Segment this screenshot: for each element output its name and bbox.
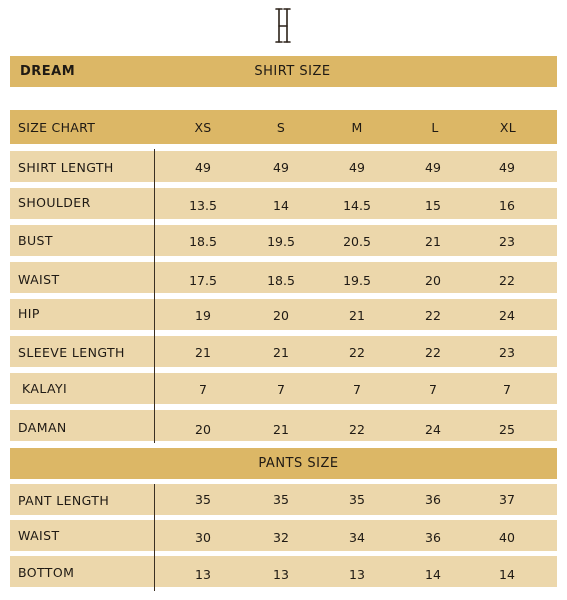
table-row [10,299,557,330]
table-cell: 7 [277,382,285,397]
table-cell: 35 [273,492,289,507]
table-cell: 14 [273,198,289,213]
table-cell: 25 [499,422,515,437]
table-cell: 22 [425,345,441,360]
table-cell: 49 [273,160,289,175]
size-header-xl: XL [499,119,517,135]
table-cell: 23 [499,234,515,249]
table-row [10,373,557,404]
table-cell: 49 [195,160,211,175]
table-cell: 22 [425,308,441,323]
table-cell: 49 [499,160,515,175]
table-cell: 21 [195,345,211,360]
table-cell: 13 [349,567,365,582]
pants-column-divider [154,484,155,591]
table-cell: 7 [199,382,207,397]
row-label: BUST [18,233,53,248]
row-label: SHIRT LENGTH [18,160,114,175]
size-header-xs: XS [194,119,212,135]
table-cell: 24 [499,308,515,323]
table-cell: 35 [349,492,365,507]
table-cell: 14.5 [343,198,371,213]
row-label: PANT LENGTH [18,493,110,508]
size-chart-label: SIZE CHART [18,119,96,135]
brand-name: DREAM [20,64,76,79]
monogram-h-logo [271,6,295,46]
table-cell: 35 [195,492,211,507]
size-header-m: M [351,119,363,135]
shirt-size-title-bar [10,56,557,87]
row-label: BOTTOM [18,565,75,580]
table-cell: 23 [499,345,515,360]
table-cell: 20 [273,308,289,323]
size-header-s: S [276,119,286,135]
table-row [10,262,557,293]
row-label: WAIST [18,528,60,543]
table-cell: 20 [425,273,441,288]
table-cell: 14 [425,567,441,582]
table-cell: 15 [425,198,441,213]
table-row [10,336,557,367]
row-label: KALAYI [22,381,68,396]
table-row [10,188,557,219]
table-cell: 13.5 [189,198,217,213]
table-cell: 49 [349,160,365,175]
size-chart-header [10,110,557,144]
table-cell: 13 [195,567,211,582]
pants-size-title-bar [10,448,557,479]
table-cell: 36 [425,530,441,545]
table-cell: 24 [425,422,441,437]
table-cell: 18.5 [189,234,217,249]
table-row [10,484,557,515]
pants-size-title: PANTS SIZE [258,456,339,471]
table-cell: 22 [499,273,515,288]
size-header-l: L [431,119,439,135]
table-cell: 17.5 [189,273,217,288]
table-cell: 22 [349,422,365,437]
shirt-column-divider [154,149,155,443]
table-cell: 16 [499,198,515,213]
row-label: SLEEVE LENGTH [18,345,125,360]
table-row [10,520,557,551]
table-cell: 14 [499,567,515,582]
table-cell: 19.5 [267,234,295,249]
table-cell: 21 [349,308,365,323]
table-cell: 30 [195,530,211,545]
row-label: WAIST [18,272,60,287]
table-cell: 20 [195,422,211,437]
table-cell: 7 [429,382,437,397]
table-cell: 21 [425,234,441,249]
table-cell: 7 [503,382,511,397]
table-cell: 40 [499,530,515,545]
table-cell: 13 [273,567,289,582]
table-cell: 7 [353,382,361,397]
row-label: HIP [18,306,40,321]
table-cell: 21 [273,345,289,360]
row-label: SHOULDER [18,195,91,210]
table-cell: 36 [425,492,441,507]
table-cell: 19.5 [343,273,371,288]
table-cell: 18.5 [267,273,295,288]
row-label: DAMAN [18,420,67,435]
table-cell: 20.5 [343,234,371,249]
table-cell: 37 [499,492,515,507]
table-cell: 19 [195,308,211,323]
table-row [10,410,557,441]
shirt-size-title: SHIRT SIZE [254,64,331,79]
table-cell: 32 [273,530,289,545]
table-cell: 21 [273,422,289,437]
table-cell: 22 [349,345,365,360]
table-row [10,225,557,256]
table-cell: 34 [349,530,365,545]
table-row [10,151,557,182]
table-row [10,556,557,587]
table-cell: 49 [425,160,441,175]
